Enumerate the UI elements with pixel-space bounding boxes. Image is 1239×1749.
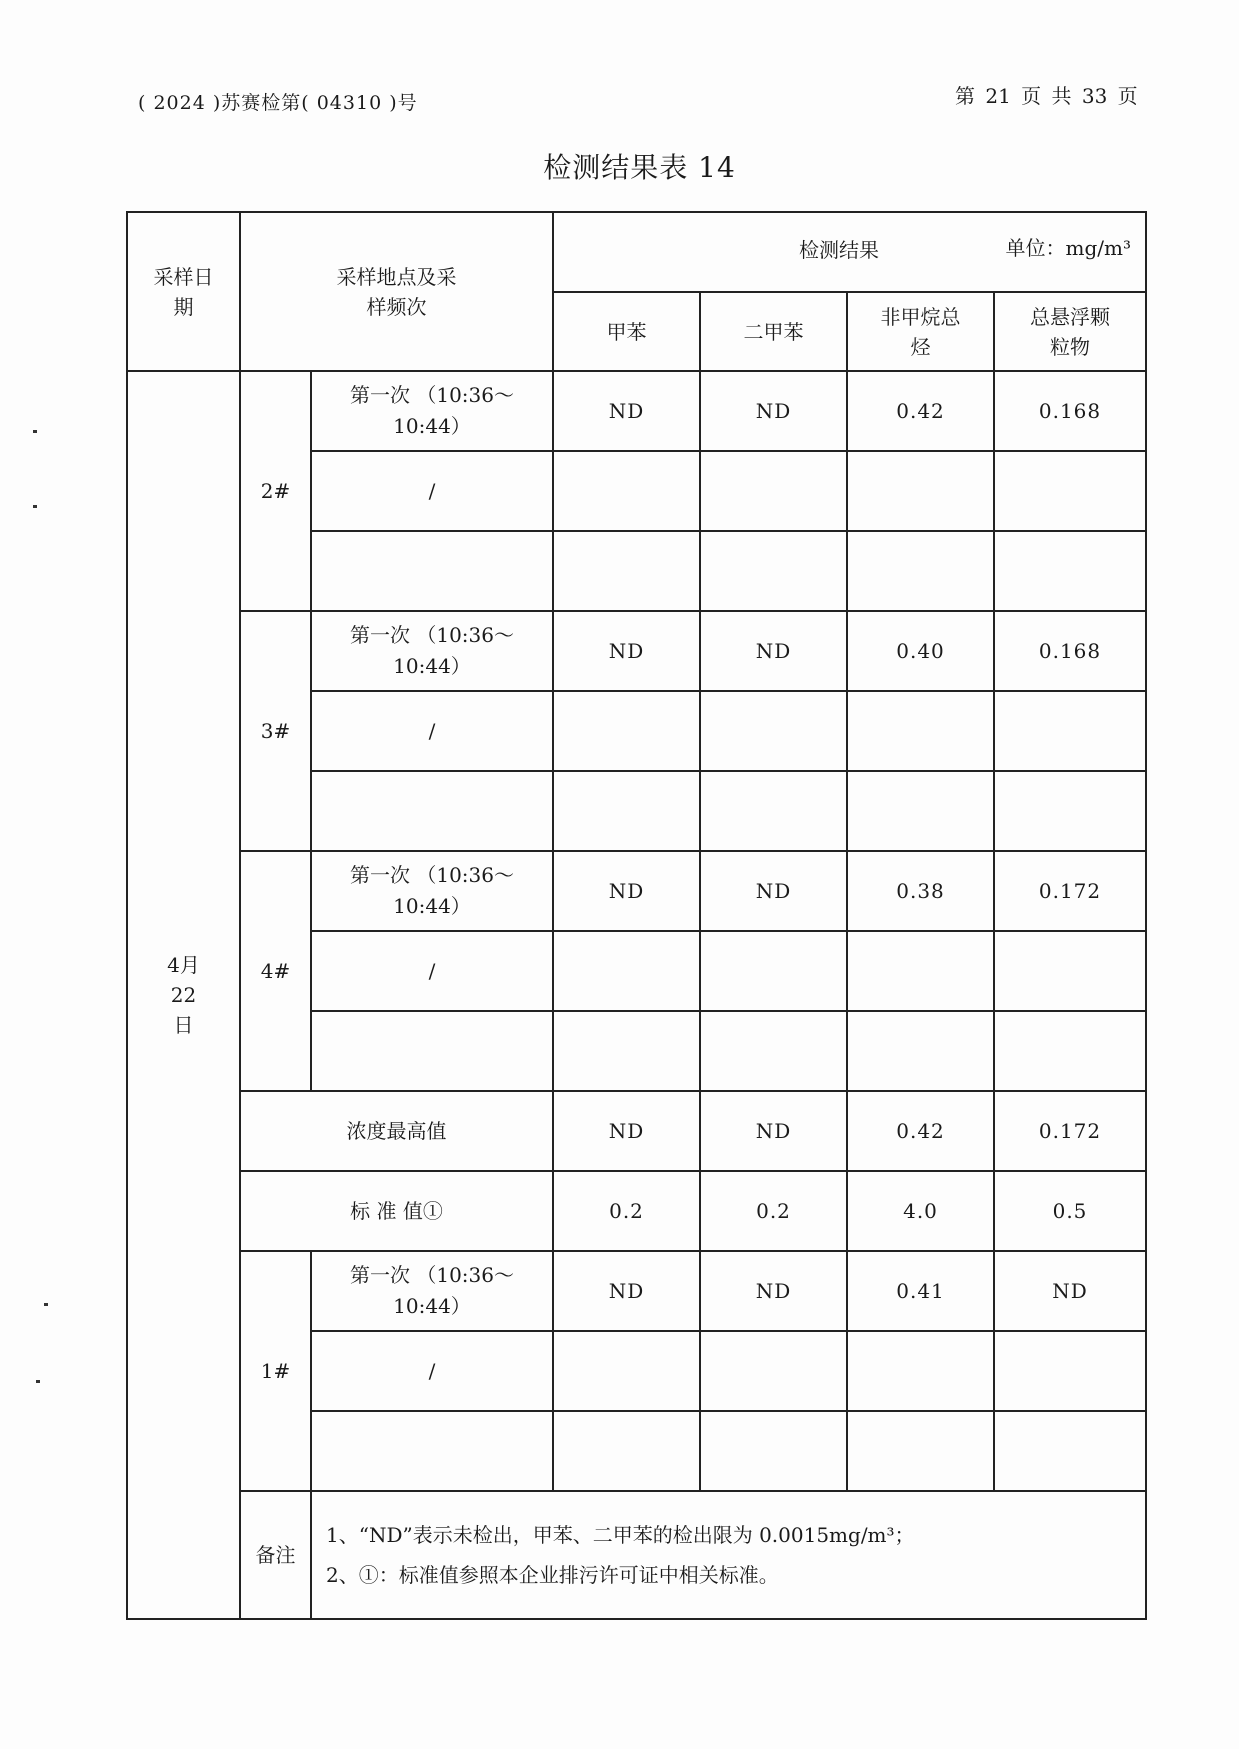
header-item-toluene: 甲苯: [553, 292, 700, 371]
header-item-nmhc: 非甲烷总烃: [847, 292, 994, 371]
site-label: 3#: [240, 611, 311, 851]
value-cell: 0.172: [994, 1091, 1146, 1171]
freq-slash: /: [311, 451, 553, 531]
value-cell: 0.38: [847, 851, 994, 931]
freq-slash: /: [311, 931, 553, 1011]
max-label: 浓度最高值: [240, 1091, 553, 1171]
scan-speck: [33, 430, 37, 433]
header-item-tsp: 总悬浮颗粒物: [994, 292, 1146, 371]
header-results-label: 检测结果: [799, 238, 879, 262]
value-cell: ND: [553, 851, 700, 931]
notes-content: [311, 1491, 1146, 1619]
value-cell: ND: [553, 1091, 700, 1171]
notes-label: 备注: [240, 1491, 311, 1619]
scan-speck: [44, 1303, 48, 1306]
header-results: [553, 212, 1146, 292]
freq-label: 第一次 （10:36～10:44）: [311, 371, 553, 451]
header-unit: 单位：mg/m³: [1005, 236, 1131, 260]
value-cell: 0.172: [994, 851, 1146, 931]
site-label: 2#: [240, 371, 311, 611]
value-cell: 4.0: [847, 1171, 994, 1251]
freq-label: 第一次 （10:36～10:44）: [311, 611, 553, 691]
freq-slash: /: [311, 691, 553, 771]
page-info: 第 21 页 共 33 页: [955, 84, 1138, 108]
value-cell: ND: [994, 1251, 1146, 1331]
value-cell: 0.168: [994, 611, 1146, 691]
value-cell: 0.42: [847, 1091, 994, 1171]
header-date: 采样日期: [127, 212, 240, 371]
freq-slash: /: [311, 1331, 553, 1411]
value-cell: ND: [553, 371, 700, 451]
site-label: 4#: [240, 851, 311, 1091]
freq-label: 第一次 （10:36～10:44）: [311, 1251, 553, 1331]
note-line-1: 1、“ND”表示未检出，甲苯、二甲苯的检出限为 0.0015mg/m³；: [326, 1523, 915, 1547]
freq-label: 第一次 （10:36～10:44）: [311, 851, 553, 931]
value-cell: ND: [700, 611, 847, 691]
value-cell: 0.2: [700, 1171, 847, 1251]
results-table: [126, 211, 1147, 1620]
value-cell: 0.41: [847, 1251, 994, 1331]
value-cell: 0.168: [994, 371, 1146, 451]
scan-speck: [33, 505, 37, 508]
value-cell: ND: [700, 371, 847, 451]
page-title: 检测结果表 14: [543, 151, 736, 184]
value-cell: ND: [700, 851, 847, 931]
note-line-2: 2、①：标准值参照本企业排污许可证中相关标准。: [326, 1563, 779, 1587]
site-label: 1#: [240, 1251, 311, 1491]
header-item-xylene: 二甲苯: [700, 292, 847, 371]
value-cell: 0.2: [553, 1171, 700, 1251]
value-cell: ND: [553, 1251, 700, 1331]
scan-speck: [36, 1380, 40, 1383]
value-cell: ND: [553, 611, 700, 691]
header-location: 采样地点及采样频次: [240, 212, 553, 371]
std-label: 标 准 值①: [240, 1171, 553, 1251]
value-cell: ND: [700, 1091, 847, 1171]
report-number: ( 2024 )苏赛检第( 04310 )号: [138, 92, 418, 114]
sampling-date: 4月 22日: [127, 371, 240, 1619]
value-cell: 0.42: [847, 371, 994, 451]
value-cell: ND: [700, 1251, 847, 1331]
value-cell: 0.5: [994, 1171, 1146, 1251]
value-cell: 0.40: [847, 611, 994, 691]
